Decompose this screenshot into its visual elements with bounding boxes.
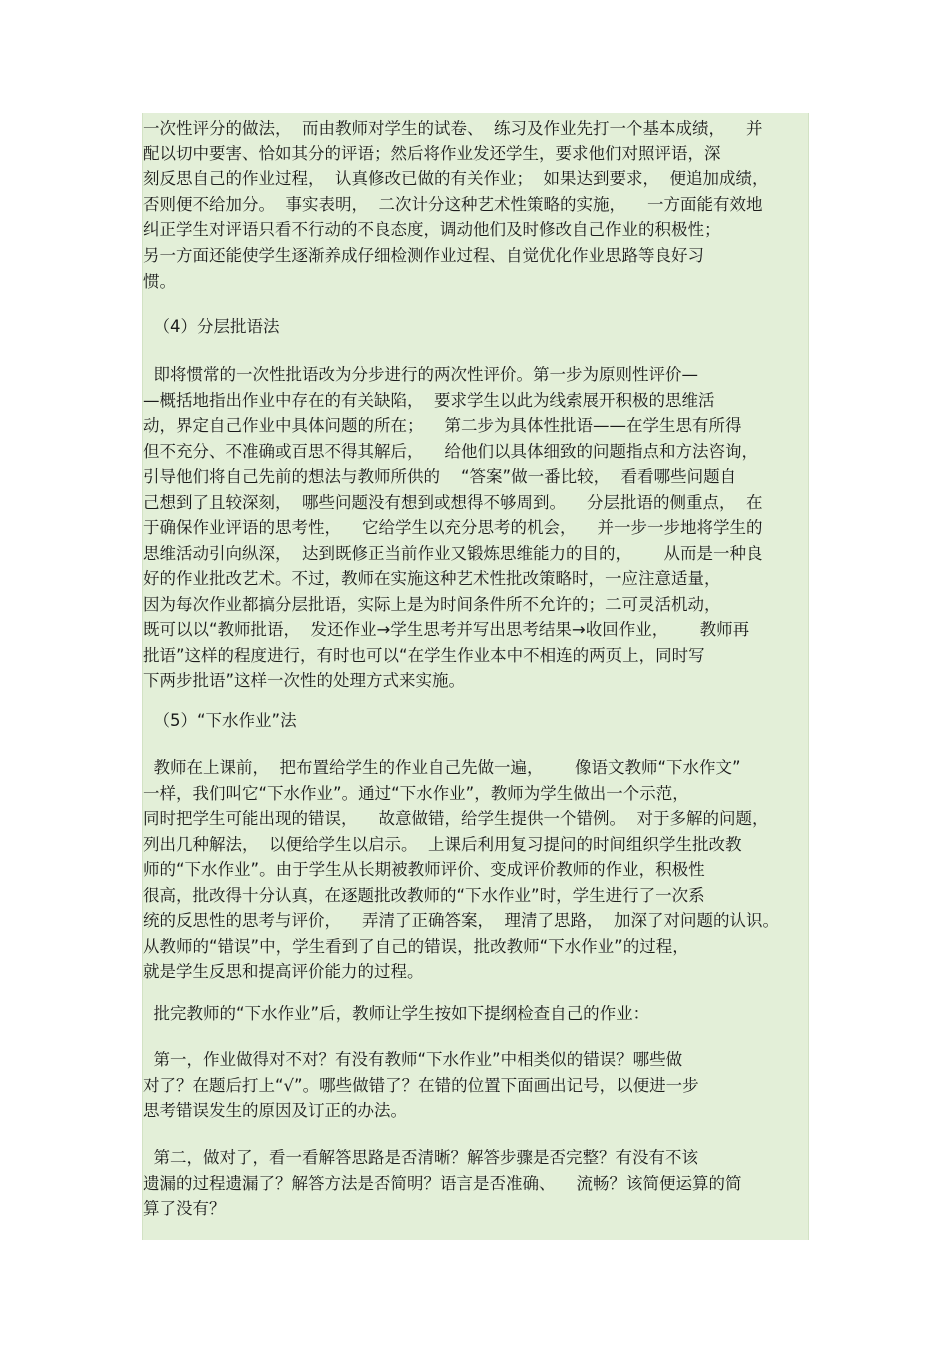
text-line: 否则便不给加分。 事实表明， 二次计分这种艺术性策略的实施， 一方面能有效地 xyxy=(143,195,763,214)
text-line: 批语”这样的程度进行，有时也可以“在学生作业本中不相连的两页上，同时写 xyxy=(143,646,705,665)
text-line: 动，界定自己作业中具体问题的所在； 第二步为具体性批语——在学生思有所得 xyxy=(143,416,742,435)
text-line: 刻反思自己的作业过程， 认真修改已做的有关作业； 如果达到要求， 便追加成绩， xyxy=(143,169,769,188)
text-line: 批完教师的“下水作业”后，教师让学生按如下提纲检查自己的作业： xyxy=(143,1004,650,1023)
text-line: 即将惯常的一次性批语改为分步进行的两次性评价。第一步为原则性评价— xyxy=(143,365,698,384)
heading-text: （5）“下水作业”法 xyxy=(143,711,297,730)
text-line: 很高，批改得十分认真，在逐题批改教师的“下水作业”时，学生进行了一次系 xyxy=(143,886,705,905)
text-line: 惯。 xyxy=(143,272,176,291)
heading-text: （4）分层批语法 xyxy=(143,317,280,336)
text-line: 同时把学生可能出现的错误， 故意做错，给学生提供一个错例。 对于多解的问题， xyxy=(143,809,769,828)
text-line: 引导他们将自己先前的想法与教师所供的 “答案”做一番比较， 看看哪些问题自 xyxy=(143,467,737,486)
text-line: —概括地指出作业中存在的有关缺陷， 要求学生以此为线索展开积极的思维活 xyxy=(143,391,715,410)
text-line: 第一，作业做得对不对？有没有教师“下水作业”中相类似的错误？哪些做 xyxy=(143,1050,683,1069)
text-line: 既可以以“教师批语， 发还作业→学生思考并写出思考结果→收回作业， 教师再 xyxy=(143,620,750,639)
text-line: 因为每次作业都搞分层批语，实际上是为时间条件所不允许的；二可灵活机动， xyxy=(143,595,721,614)
text-line: 对了？在题后打上“√”。哪些做错了？在错的位置下面画出记号，以便进一步 xyxy=(143,1076,699,1095)
text-line: 配以切中要害、恰如其分的评语；然后将作业发还学生，要求他们对照评语，深 xyxy=(143,144,721,163)
document-page xyxy=(142,113,809,1240)
text-line: 于确保作业评语的思考性， 它给学生以充分思考的机会， 并一步一步地将学生的 xyxy=(143,518,763,537)
text-line: 另一方面还能使学生逐渐养成仔细检测作业过程、自觉优化作业思路等良好习 xyxy=(143,246,704,265)
text-line: 一次性评分的做法， 而由教师对学生的试卷、 练习及作业先打一个基本成绩， 并 xyxy=(143,119,763,138)
text-line: 己想到了且较深刻， 哪些问题没有想到或想得不够周到。 分层批语的侧重点， 在 xyxy=(143,493,763,512)
text-line: 纠正学生对评语只看不行动的不良态度，调动他们及时修改自己作业的积极性； xyxy=(143,220,721,239)
text-line: 遗漏的过程遗漏了？解答方法是否简明？语言是否准确、 流畅？该简便运算的简 xyxy=(143,1174,742,1193)
text-line: 思考错误发生的原因及订正的办法。 xyxy=(143,1101,407,1120)
text-line: 就是学生反思和提高评价能力的过程。 xyxy=(143,962,424,981)
text-line: 好的作业批改艺术。不过，教师在实施这种艺术性批改策略时，一应注意适量， xyxy=(143,569,721,588)
text-line: 一样，我们叫它“下水作业”。通过“下水作业”，教师为学生做出一个示范， xyxy=(143,784,689,803)
text-line: 下两步批语”这样一次性的处理方式来实施。 xyxy=(143,671,466,690)
text-line: 从教师的“错误”中，学生看到了自己的错误，批改教师“下水作业”的过程， xyxy=(143,937,689,956)
text-line: 第二，做对了，看一看解答思路是否清晰？解答步骤是否完整？有没有不该 xyxy=(143,1148,698,1167)
text-line: 师的“下水作业”。由于学生从长期被教师评价、变成评价教师的作业，积极性 xyxy=(143,860,705,879)
text-line: 列出几种解法， 以便给学生以启示。 上课后利用复习提问的时间组织学生批改教 xyxy=(143,835,742,854)
text-line: 教师在上课前， 把布置给学生的作业自己先做一遍， 像语文教师“下水作文” xyxy=(143,758,741,777)
text-line: 统的反思性的思考与评价， 弄清了正确答案， 理清了思路， 加深了对问题的认识。 xyxy=(143,911,779,930)
text-line: 算了没有？ xyxy=(143,1199,226,1218)
text-line: 思维活动引向纵深， 达到既修正当前作业又锻炼思维能力的目的， 从而是一种良 xyxy=(143,544,763,563)
text-line: 但不充分、不准确或百思不得其解后， 给他们以具体细致的问题指点和方法咨询， xyxy=(143,442,758,461)
